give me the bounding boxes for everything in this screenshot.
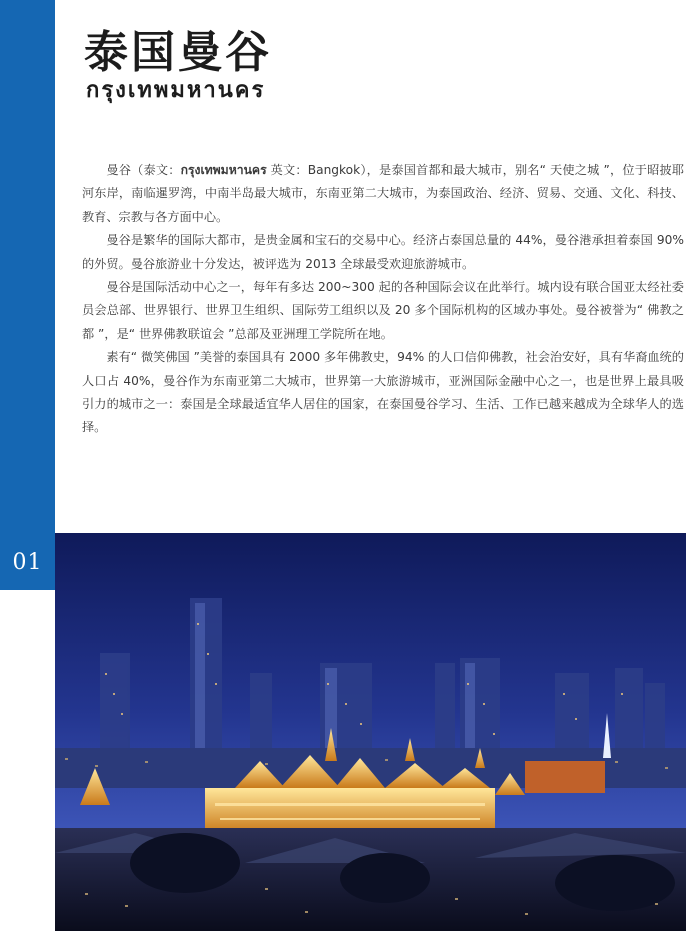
page-subtitle-thai: กรุงเทพมหานคร bbox=[86, 78, 266, 103]
paragraph-3: 曼谷是国际活动中心之一，每年有多达 200~300 起的各种国际会议在此举行。城内设有联合国亚太经社委员会总部、世界银行、世界卫生组织、国际劳工组织以及 20 多个国际机构的区域办事处。曼谷被誉为“ 佛教之都 ”，是“ 世界佛教联谊会 ”总部及亚洲理工学院所在地。 bbox=[82, 280, 684, 341]
page-title: 泰国曼谷 bbox=[84, 27, 272, 78]
page-number: 01 bbox=[12, 550, 43, 575]
paragraph-1-start: 曼谷（泰文： bbox=[106, 163, 181, 177]
skyline-illustration bbox=[55, 533, 686, 931]
article-body bbox=[82, 159, 684, 440]
paragraph-1-thai-name: กรุงเทพมหานคร bbox=[180, 163, 267, 177]
paragraph-1-rest: 英文：Bangkok），是泰国首都和最大城市，别名“ 天使之城 ”，位于昭披耶河东岸，南临暹罗湾，中南半岛最大城市，东南亚第二大城市，为泰国政治、经济、贸易、交通、文化、科技、教育、宗教与各方面中心。 bbox=[82, 163, 685, 224]
side-accent-bar bbox=[0, 0, 55, 590]
paragraph-1 bbox=[82, 159, 684, 229]
paragraph-4: 素有“ 微笑佛国 ”美誉的泰国具有 2000 多年佛教史，94% 的人口信仰佛教，社会治安好，具有华裔血统的人口占 40%，曼谷作为东南亚第二大城市，世界第一大旅游城市，亚洲国际金融中心之一，也是世界上最具吸引力的城市之一：泰国是全球最适宜华人居住的国家，在泰国曼谷学习、生活、工作已越来越成为全球华人的选择。 bbox=[82, 350, 684, 435]
paragraph-2: 曼谷是繁华的国际大都市，是贵金属和宝石的交易中心。经济占泰国总量的 44%，曼谷港承担着泰国 90% 的外贸。曼谷旅游业十分发达，被评选为 2013 全球最受欢迎旅游城市。 bbox=[82, 233, 684, 271]
bangkok-night-skyline-photo bbox=[55, 533, 686, 931]
